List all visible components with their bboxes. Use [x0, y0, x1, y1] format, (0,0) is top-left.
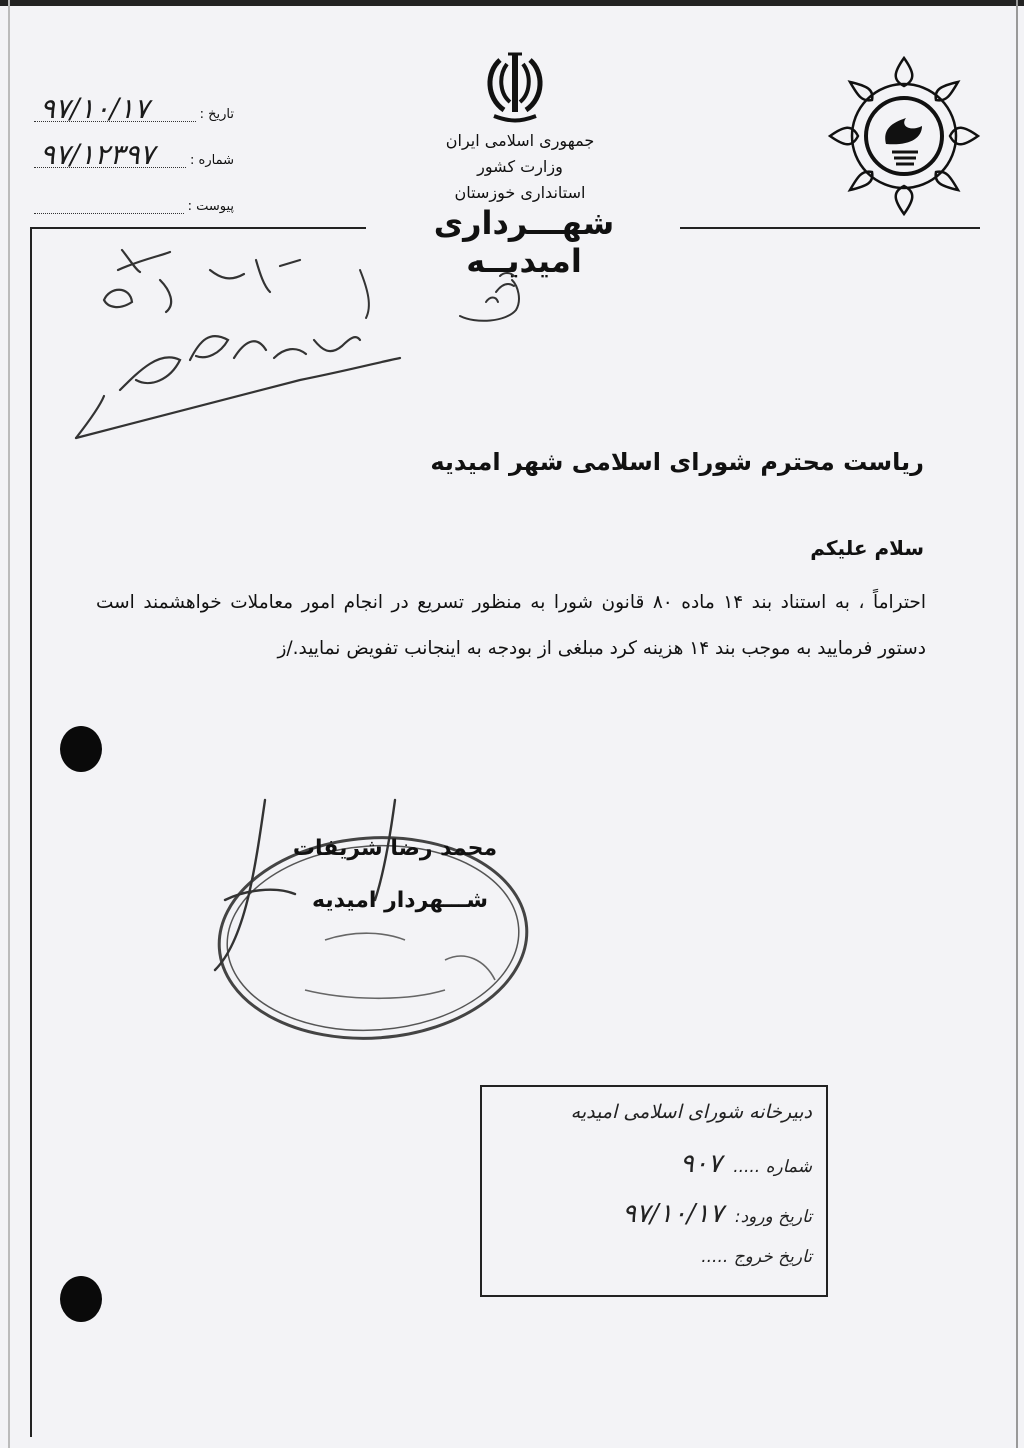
municipality-logo-icon: [826, 52, 982, 220]
attachment-row: [34, 168, 234, 214]
registration-exit-row: [701, 1247, 812, 1267]
attachment-label: پیوست :: [187, 199, 234, 214]
header-line-republic: جمهوری اسلامی ایران: [445, 131, 595, 150]
registration-entry-value: ۹۷/۱۰/۱۷: [622, 1199, 724, 1229]
header-rule: [680, 227, 980, 229]
registration-number-label: شماره: [765, 1157, 812, 1177]
dots: .....: [701, 1247, 729, 1267]
greeting: سلام علیکم: [810, 536, 924, 560]
letter-meta: [34, 76, 234, 214]
header-text: [360, 128, 680, 206]
registration-title: دبیرخانه شورای اسلامی امیدیه: [570, 1101, 812, 1123]
header-rule: [30, 227, 366, 229]
signatory-name: محمد رضا شریفات: [292, 836, 498, 861]
number-value: ۹۷/۱۲۳۹۷: [40, 138, 155, 171]
date-line: [34, 92, 196, 125]
dots: .....: [733, 1157, 761, 1177]
letter-body: احتراماً ، به استناد بند ۱۴ ماده ۸۰ قانون شورا به منظور تسریع در انجام امور معاملات خواهشمند است دستور فرمایید به موجب بند ۱۴ هزینه کرد مبلغی از بودجه به اینجانب تفویض نمایید./ز: [96, 592, 926, 659]
date-value: ۹۷/۱۰/۱۷: [40, 92, 150, 125]
municipality-title: شهـــرداری امیدیــه: [433, 204, 615, 280]
handwritten-note: [456, 262, 536, 326]
date-label: تاریخ :: [199, 107, 234, 122]
header-line-ministry: وزارت کشور: [477, 157, 563, 176]
number-row: [34, 122, 234, 171]
registration-entry-label: تاریخ ورود:: [734, 1207, 812, 1227]
punch-hole: [60, 1276, 102, 1322]
handwritten-note: [60, 230, 440, 450]
council-registration-stamp: [480, 1085, 828, 1297]
registration-exit-label: تاریخ خروج: [733, 1247, 812, 1267]
attachment-line: [34, 185, 184, 214]
recipient-line: ریاست محترم شورای اسلامی شهر امیدیه: [430, 448, 924, 476]
registration-number-value: ۹۰۷: [679, 1149, 722, 1179]
punch-hole: [60, 726, 102, 772]
registration-number-row: [674, 1149, 812, 1179]
header-line-province: استانداری خوزستان: [454, 183, 586, 202]
official-seal-stamp: [205, 790, 545, 1050]
margin-rule: [30, 227, 32, 1437]
registration-entry-row: [616, 1199, 812, 1229]
scan-edge: [1016, 0, 1018, 1448]
number-line: [34, 138, 186, 171]
scan-edge: [0, 0, 1024, 6]
scan-edge: [8, 0, 10, 1448]
number-label: شماره :: [190, 153, 234, 168]
date-row: [34, 76, 234, 125]
signatory-title: شـــهردار امیدیه: [311, 888, 488, 913]
iran-emblem-icon: [480, 50, 550, 126]
